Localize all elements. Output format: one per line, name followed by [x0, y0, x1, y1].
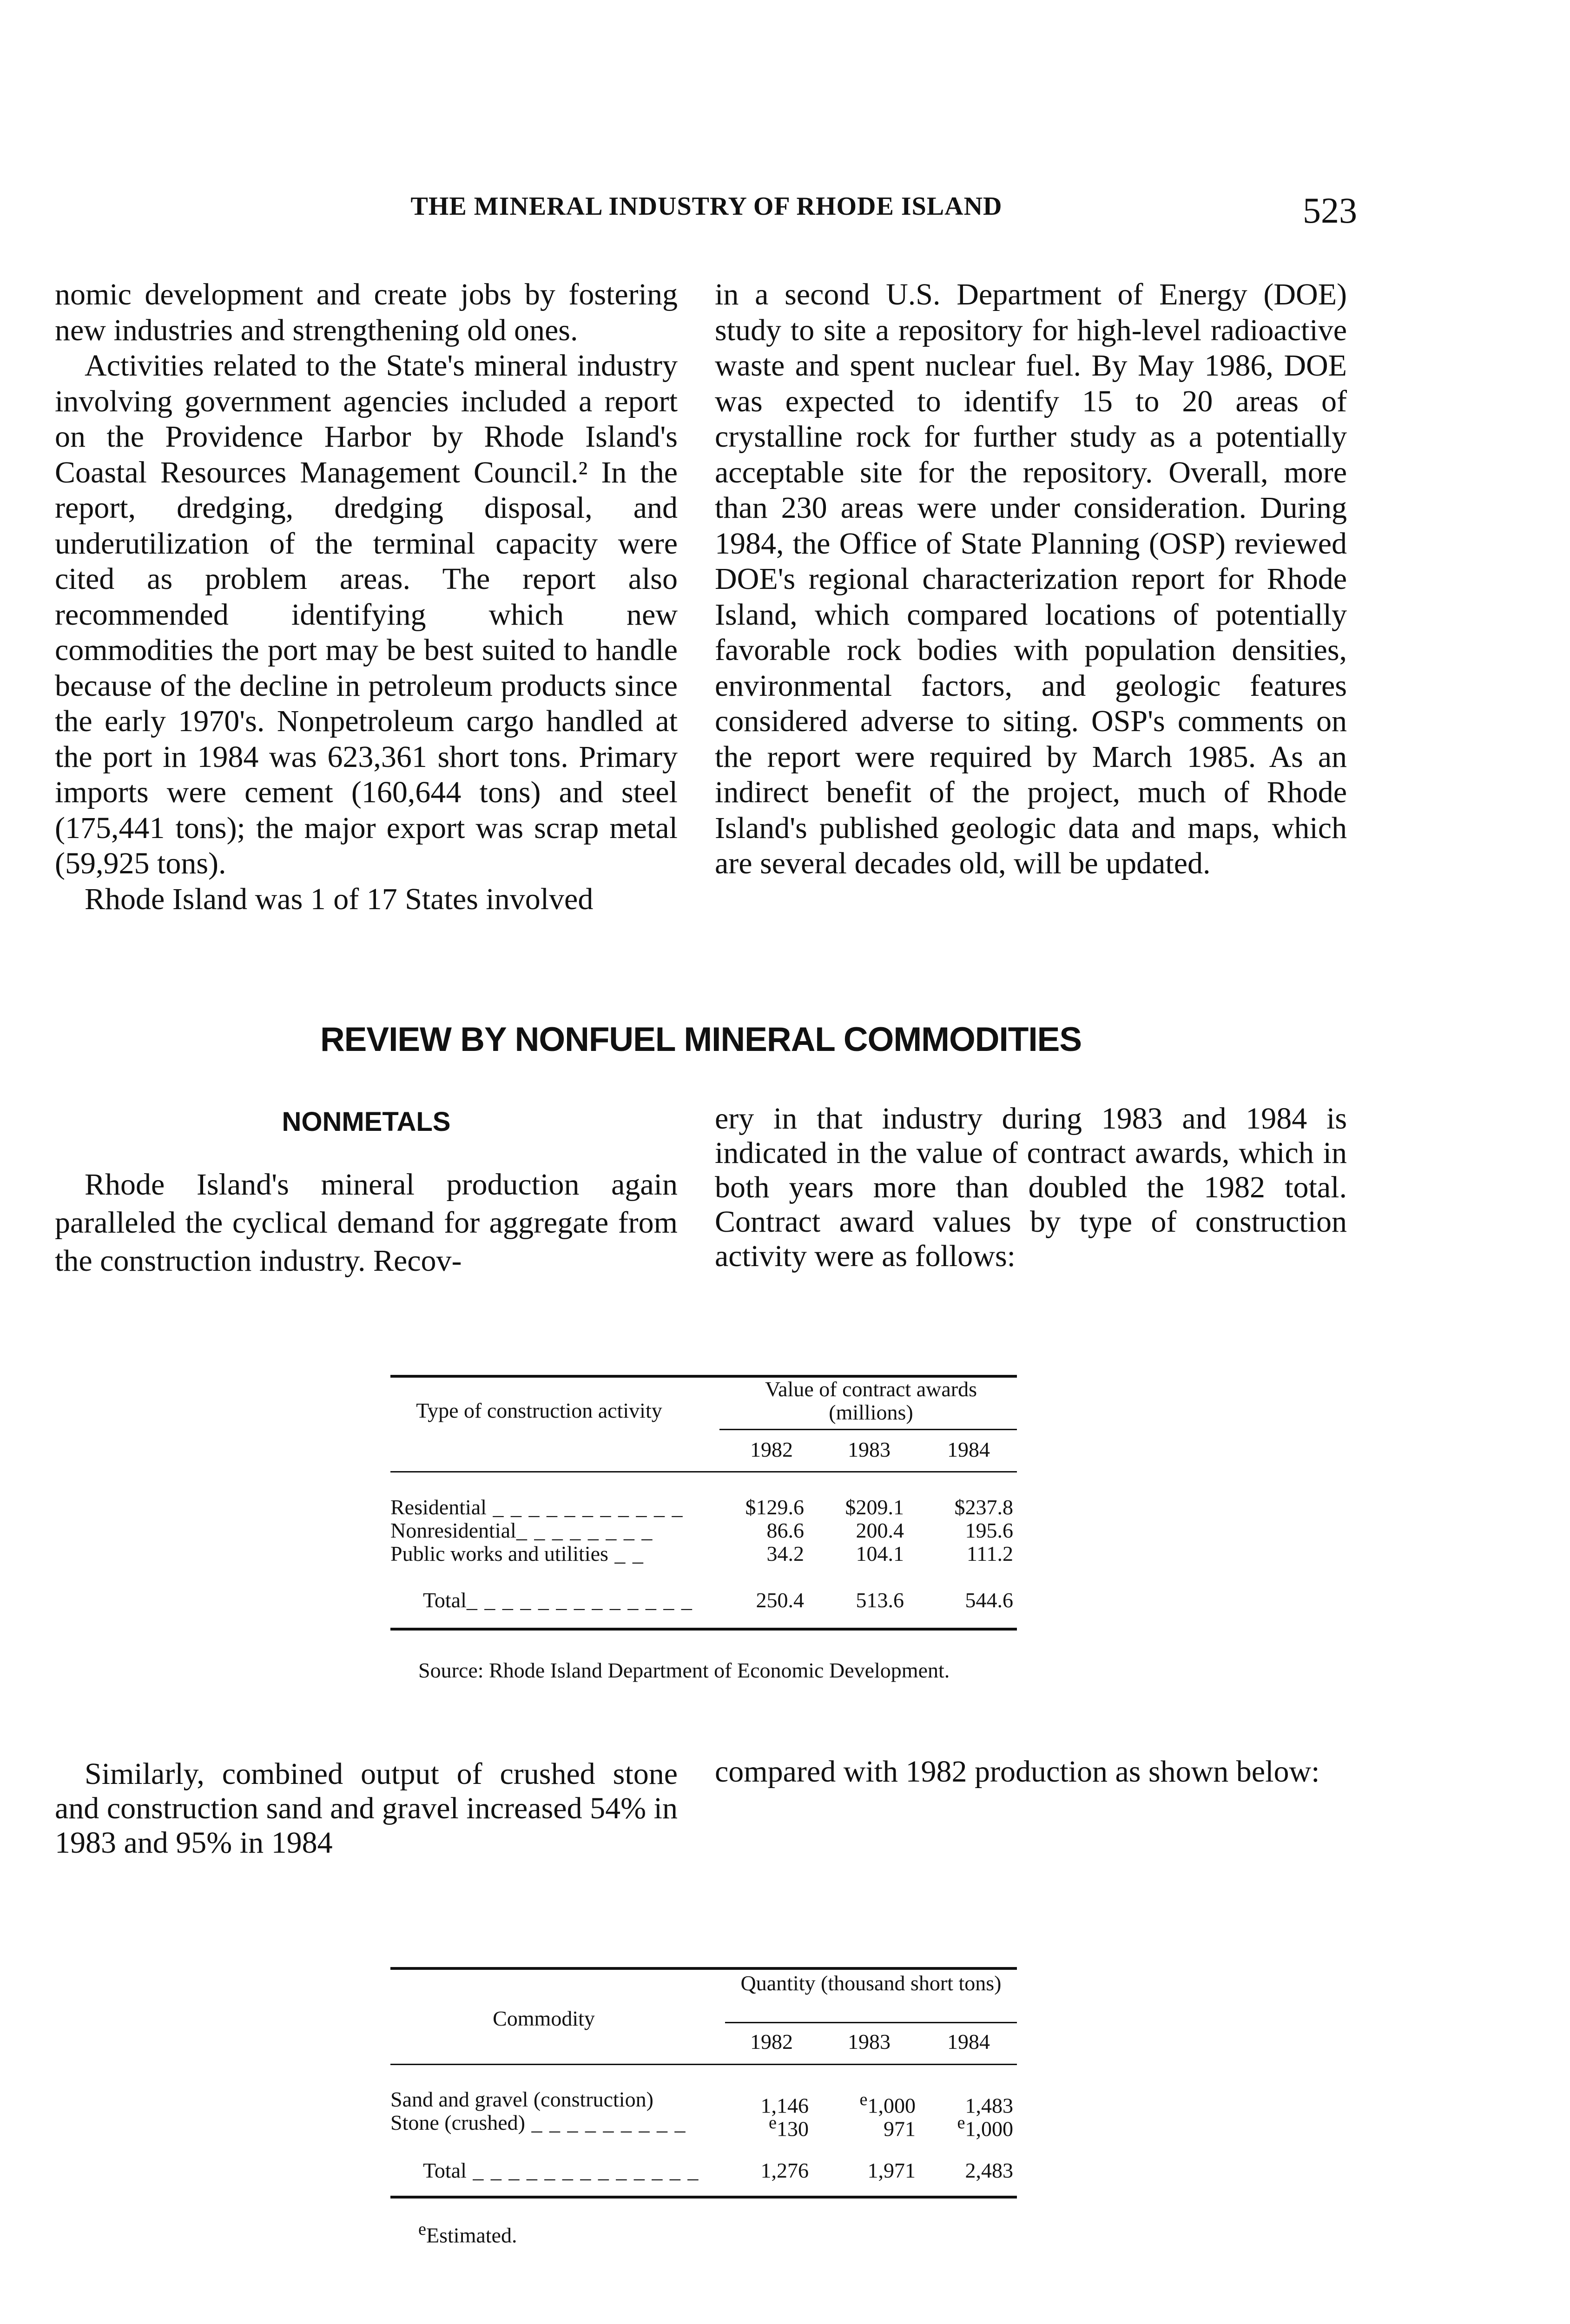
aggregate-left-text: Similarly, combined output of crushed stone and construction sand and gravel increased 54% in 1983 and 95% in 1984	[55, 1757, 678, 1860]
table-row-label: Public works and utilities _ _	[390, 1542, 644, 1565]
aggregate-right-column	[715, 1755, 1347, 1789]
table-total-label: Total_ _ _ _ _ _ _ _ _ _ _ _ _	[423, 1588, 693, 1612]
table1-year-1983: 1983	[848, 1438, 891, 1461]
table-row-label: Sand and gravel (construction)	[390, 2087, 653, 2111]
table-row-label: Residential _ _ _ _ _ _ _ _ _ _ _	[390, 1495, 684, 1519]
table-cell: $129.6	[745, 1495, 804, 1519]
table2-group-rule	[725, 2022, 1017, 2023]
page-number: 523	[1303, 190, 1357, 231]
table-cell: $209.1	[845, 1495, 904, 1519]
table-cell: 1,483	[965, 2093, 1013, 2118]
left-paragraph-2: Activities related to the State's mineral industry involving government agencies included a report on the Providence Harbor by Rhode Island's Coastal Resources Management Council.² In the report, dredging, dredging disposal, and underutilization of the terminal capacity were cited as problem areas. The report also recommended identifying which new commodities the port may be best suited to handle because of the decline in petroleum products since the early 1970's. Nonpetroleum cargo handled at the port in 1984 was 623,361 short tons. Primary imports were cement (160,644 tons) and steel (175,441 tons); the major export was scrap metal (59,925 tons).	[55, 349, 678, 880]
table1-header-rule	[390, 1471, 1017, 1472]
table1-group-rule	[719, 1429, 1017, 1430]
aggregate-left-column	[55, 1757, 678, 1860]
table-cell: 34.2	[766, 1542, 804, 1565]
table-cell: 250.4	[756, 1588, 804, 1612]
left-paragraph-1: nomic development and create jobs by fostering new industries and strengthening old ones.	[55, 277, 678, 347]
table2-year-1983: 1983	[848, 2030, 891, 2053]
table2-year-1984: 1984	[947, 2030, 990, 2053]
section-heading: REVIEW BY NONFUEL MINERAL COMMODITIES	[320, 1021, 1082, 1058]
aggregate-right-text: compared with 1982 production as shown below:	[715, 1755, 1320, 1789]
table-total-label: Total _ _ _ _ _ _ _ _ _ _ _ _ _	[423, 2159, 699, 2182]
table-row-label: Stone (crushed) _ _ _ _ _ _ _ _ _	[390, 2111, 686, 2134]
table1-group-header: Value of contract awards (millions)	[765, 1377, 977, 1424]
table-cell: $^e$1,000	[859, 2090, 916, 2118]
nonmetals-left-column	[55, 1166, 678, 1280]
table-cell: 544.6	[965, 1588, 1013, 1612]
table-cell: 1,276	[760, 2159, 809, 2182]
nonmetals-heading: NONMETALS	[282, 1107, 451, 1137]
table2-group-header: Quantity (thousand short tons)	[740, 1971, 1002, 1995]
nonmetals-right-column	[715, 1102, 1347, 1274]
left-column	[55, 277, 678, 917]
table2-bottom-rule	[390, 2196, 1017, 2199]
table-cell: 971	[884, 2117, 916, 2141]
table-cell: 2,483	[965, 2159, 1013, 2182]
table-row-label: Nonresidential_ _ _ _ _ _ _ _	[390, 1519, 653, 1542]
table2-footnote: $^e$Estimated.	[418, 2219, 517, 2247]
table-cell: 200.4	[856, 1519, 904, 1542]
table-cell: 86.6	[766, 1519, 804, 1542]
nonmetals-left-text: Rhode Island's mineral production again paralleled the cyclical demand for aggregate from the construction industry. Recov-	[55, 1168, 678, 1278]
table-cell: 513.6	[856, 1588, 904, 1612]
table2-top-rule	[390, 1967, 1017, 1970]
right-column	[715, 277, 1347, 882]
table-cell: 104.1	[856, 1542, 904, 1565]
table-cell: 1,146	[760, 2093, 809, 2118]
table-cell: 195.6	[965, 1519, 1013, 1542]
table1-source-note: Source: Rhode Island Department of Economic Development.	[418, 1658, 950, 1682]
table1-year-1984: 1984	[947, 1438, 990, 1461]
table2-year-1982: 1982	[750, 2030, 793, 2053]
table2-header-rule	[390, 2064, 1017, 2065]
table-cell: $237.8	[954, 1495, 1013, 1519]
nonmetals-right-text: ery in that industry during 1983 and 1984 is indicated in the value of contract awards, which in both years more than doubled the 1982 total. Contract award values by type of construction activity were as follows:	[715, 1102, 1347, 1273]
right-paragraph-1: in a second U.S. Department of Energy (DOE) study to site a repository for high-level radioactive waste and spent nuclear fuel. By May 1986, DOE was expected to identify 15 to 20 areas of crystalline rock for further study as a potentially acceptable site for the repository. Overall, more than 230 areas were under consideration. During 1984, the Office of State Planning (OSP) reviewed DOE's regional characterization report for Rhode Island, which compared locations of potentially favorable rock bodies with population densities, environmental factors, and geologic features considered adverse to siting. OSP's comments on the report were required by March 1985. As an indirect benefit of the project, much of Rhode Island's published geologic data and maps, which are several decades old, will be updated.	[715, 277, 1347, 880]
table1-bottom-rule	[390, 1628, 1017, 1631]
table-cell: $^e$1,000	[957, 2113, 1013, 2141]
table1-top-rule	[390, 1375, 1017, 1378]
table1-year-1982: 1982	[750, 1438, 793, 1461]
running-header: THE MINERAL INDUSTRY OF RHODE ISLAND	[410, 192, 1003, 221]
table-cell: 1,971	[867, 2159, 916, 2182]
table-cell: 111.2	[966, 1542, 1013, 1565]
table1-column-header: Type of construction activity	[416, 1399, 662, 1422]
table2-column-header: Commodity	[493, 2007, 595, 2030]
table-cell: $^e$130	[768, 2113, 809, 2141]
left-paragraph-3: Rhode Island was 1 of 17 States involved	[85, 882, 594, 916]
